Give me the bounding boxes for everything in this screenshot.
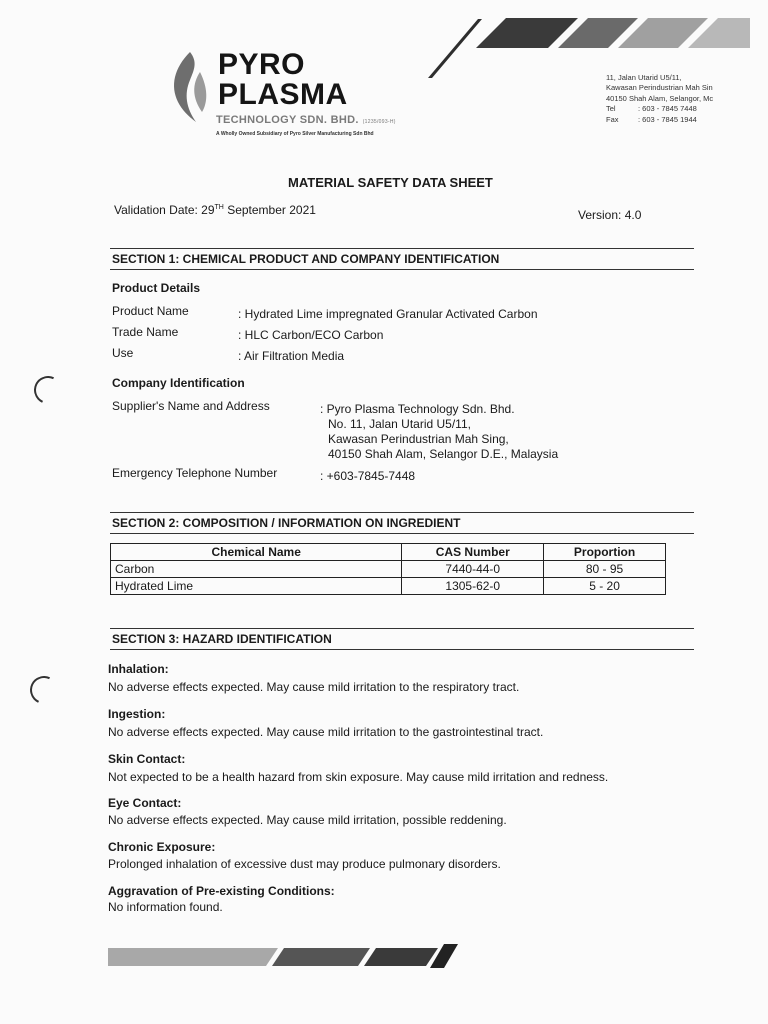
emergency-value: : +603-7845-7448 (320, 469, 416, 483)
section-3-title: SECTION 3: HAZARD IDENTIFICATION (112, 632, 332, 646)
use-label: Use (112, 346, 134, 360)
product-name-label: Product Name (112, 304, 189, 318)
fax-label: Fax (606, 114, 619, 124)
table-row (111, 561, 666, 578)
validation-prefix: Validation Date: 29 (114, 203, 215, 217)
col-chemical-name: Chemical Name (111, 544, 402, 561)
hazard-text: Not expected to be a health hazard from skin exposure. May cause mild irritation and redness. (108, 770, 609, 784)
hazard-text: No adverse effects expected. May cause mild irritation, possible reddening. (108, 813, 507, 827)
brand-name (218, 50, 348, 110)
flame-logo-icon (168, 50, 210, 124)
hazard-text: No information found. (108, 900, 223, 914)
product-details-heading: Product Details (112, 281, 201, 295)
emergency-label: Emergency Telephone Number (112, 466, 278, 480)
table-row (111, 578, 666, 595)
footer-banner (108, 944, 458, 968)
validation-sup: TH (214, 204, 224, 211)
supplier-line-2: No. 11, Jalan Utarid U5/11, (328, 417, 471, 431)
use-value: : Air Filtration Media (238, 349, 345, 363)
cell-proportion: 80 - 95 (544, 561, 666, 578)
product-name-value: : Hydrated Lime impregnated Granular Activated Carbon (238, 307, 538, 321)
section-2-title: SECTION 2: COMPOSITION / INFORMATION ON INGREDIENT (112, 516, 461, 530)
trade-name-value: : HLC Carbon/ECO Carbon (238, 328, 384, 342)
section-2-header (110, 512, 694, 534)
address-line-1: 11, Jalan Utarid U5/11, (606, 73, 682, 82)
punch-hole (26, 672, 62, 708)
cell-cas: 1305-62-0 (402, 578, 544, 595)
col-cas-number: CAS Number (402, 544, 544, 561)
hazard-title: Eye Contact: (108, 796, 182, 810)
hazard-title: Inhalation: (108, 662, 169, 676)
header-banner (428, 14, 750, 78)
punch-hole (30, 372, 66, 408)
section-3-header (110, 628, 694, 650)
version: Version: 4.0 (578, 208, 642, 222)
table-header-row (111, 544, 666, 561)
cell-cas: 7440-44-0 (402, 561, 544, 578)
brand-tagline: A Wholly Owned Subsidiary of Pyro Silver Manufacturing Sdn Bhd (216, 131, 374, 137)
hazard-title: Skin Contact: (108, 752, 186, 766)
supplier-label: Supplier's Name and Address (112, 399, 270, 413)
brand-line-2: PLASMA (218, 78, 348, 111)
col-proportion: Proportion (544, 544, 666, 561)
validation-suffix: September 2021 (223, 203, 316, 217)
validation-date (114, 203, 316, 217)
section-1-title: SECTION 1: CHEMICAL PRODUCT AND COMPANY IDENTIFICATION (112, 252, 500, 266)
cell-chemical: Carbon (111, 561, 402, 578)
tel-value: : 603 - 7845 7448 (638, 104, 697, 114)
hazard-text: Prolonged inhalation of excessive dust may produce pulmonary disorders. (108, 857, 501, 871)
supplier-address (320, 402, 558, 462)
composition-table (110, 543, 666, 595)
company-identification-heading: Company Identification (112, 376, 245, 390)
tel-label: Tel (606, 104, 616, 114)
supplier-line-4: 40150 Shah Alam, Selangor D.E., Malaysia (328, 447, 559, 461)
hazard-text: No adverse effects expected. May cause mild irritation to the respiratory tract. (108, 680, 520, 694)
hazard-title: Ingestion: (108, 707, 166, 721)
section-1-header (110, 248, 694, 270)
address-tel (606, 104, 713, 114)
brand-sub-text: TECHNOLOGY SDN. BHD. (216, 114, 359, 126)
hazard-title: Chronic Exposure: (108, 840, 216, 854)
address-fax (606, 115, 713, 125)
address-line-3: 40150 Shah Alam, Selangor, Mc (606, 93, 714, 103)
address-line-2: Kawasan Perindustrian Mah Sin (606, 83, 713, 93)
hazard-text: No adverse effects expected. May cause mild irritation to the gastrointestinal tract. (108, 725, 544, 739)
cell-proportion: 5 - 20 (544, 578, 666, 595)
hazard-title: Aggravation of Pre-existing Conditions: (108, 884, 335, 898)
supplier-line-1: : Pyro Plasma Technology Sdn. Bhd. (320, 402, 515, 416)
reg-no: (1235/093-H) (362, 119, 396, 125)
brand-line-1: PYRO (218, 48, 306, 81)
cell-chemical: Hydrated Lime (111, 578, 402, 595)
trade-name-label: Trade Name (112, 325, 179, 339)
company-address (606, 73, 713, 125)
document-title: MATERIAL SAFETY DATA SHEET (288, 175, 493, 190)
supplier-line-3: Kawasan Perindustrian Mah Sing, (328, 432, 509, 446)
fax-value: : 603 - 7845 1944 (638, 114, 697, 124)
brand-subtitle (216, 114, 396, 126)
